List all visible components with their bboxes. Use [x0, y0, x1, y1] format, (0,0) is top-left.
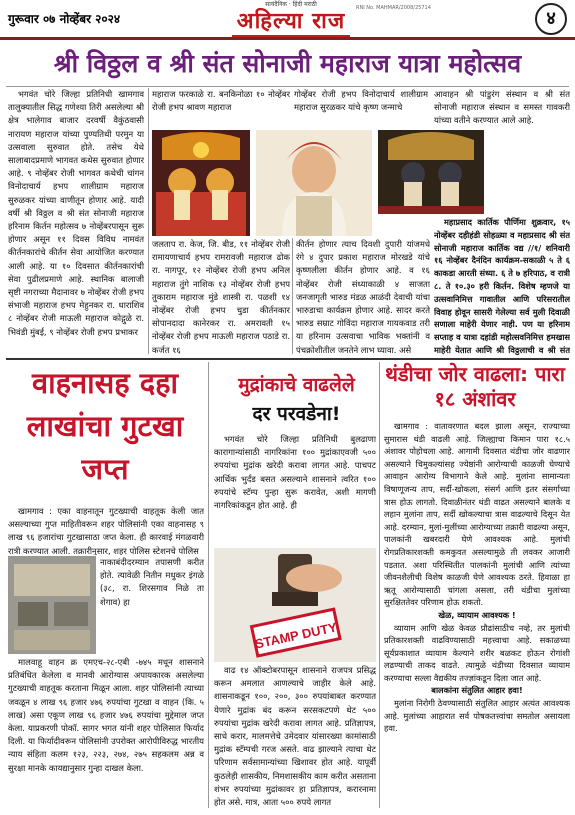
masthead-logo [232, 1, 350, 37]
cold-subhead-diet: बालकांना संतुलित आहार हवा! [431, 685, 523, 696]
masthead-tagline: सायंदैनिक · हिंदी मराठी [265, 1, 317, 8]
stamp-headline-line1: मुद्रांकाचे वाढलेले [238, 374, 355, 396]
section-divider [6, 358, 569, 360]
main-story-col3: कीर्तन होणार त्याच दिवशी दुपारी यांजमधे रंगे ४ दुपार प्रकाश महाराज मोरखडे यांचे कृष्णलीला कीर्तन होणार आहे. व १६ नोव्हेंबर रोजी संध्याकाळी ४ साजता जनजागृती भारुड मंडळ आळंदी देवाची यांचा भारुडाचा कार्यक्रम होणार आहे. सादर करते भारुड सम्राट गोविंदा महाराज गायकवाड तरी या हरिनाम उत्सवाचा भाविक भक्तांनी व पंचक्रोशीतील जनतेने लाभ घ्यावा. असे [296, 239, 430, 354]
idols-photo-icon [378, 130, 484, 214]
column-divider [379, 362, 380, 808]
page-number: ४ [535, 3, 567, 35]
cold-subhead-exercise: खेळ, व्यायाम आवश्यक ! [438, 609, 516, 620]
stamp-headline-line2: दर परवडेना! [252, 403, 341, 425]
saint-portrait-icon [256, 130, 372, 236]
column-divider [148, 88, 149, 354]
stamp-story-body2: वाढ १४ ऑक्टोबरपासून शासनाने राजपत्र प्रसिद्ध करून अमलात आणल्याचे जाहीर केले आहे. शासनाकडून १००, २००, ३०० रुपयांबाबत करण्यात येणारे मुद्रांक बंद करून सरसकटपणे थेट ५०० रुपयांचा मुद्रांक खरेदी करावा लागत आहे. प्रतिज्ञापत्र, साधे करार, मालमत्तेचे उमेदवार यांसारख्या कामांसाठी मुद्रांक स्टॅम्पची गरज असते. वाढ झाल्याने त्याचा थेट परिणाम सर्वसामान्यांच्या खिशावर होत आहे. यापूर्वी कुठलेही शासकीय, निमशासकीय काम करीत असताना शंभर रुपयांच्या मुद्रांकावर हा प्रतिज्ञापत्र, करारनामा होत असे. मात्र, आता ५०० रुपये लागत [214, 665, 376, 808]
cold-story-body: खामगाव : वातावरणात बदल झाला असून, राज्याच्या सुमारास थंडी वाढली आहे. जिल्ह्याचा किमान पारा १८.५ अंशावर पोहोचला आहे. आगामी दिवसात थंडीचा जोर वाढणार असल्याने चिमुकल्यांसह ज्येष्ठांनी आरोग्याची काळजी घेण्याचे आवाहन आरोग्य विभागाने केले आहे. मुलांना सामान्यतः विषाणूजन्य ताप, सर्दी-खोकला, संसर्ग आणि इतर संसर्गाच्या त्रास होऊ लागतो. दिवाळीनंतर थंडी वाढत असल्याने बालके व लहान मुलांना ताप, सर्दी खोकल्याचा त्रास वाढल्याचे दिसून येत आहे. दरम्यान, मुलां-मुलींच्या आरोग्याच्या तक्रारी वाढल्या असून, पालकांनी खबरदारी घेणे आवश्यक आहे. मुलांची रोगप्रतिकारशक्ती कमकुवत असल्यामुळे ती लवकर आजारी पडतात. अशा परिस्थितीत पालकांनी मुलांची आणि त्यांच्या जीवनशैलीची विशेष काळजी घेणे आवश्यक ठरते. हिवाळा हा ऋतू आरोग्यासाठी चांगला असला, तरी थंडीचा मुलांच्या सुरक्षिततेवर परिणाम होऊ शकतो. खेळ, व्यायाम आवश्यक ! व्यायाम आणि खेळ केवळ प्रौढांसाठीच नव्हे, तर मुलांची प्रतिकारशक्ती वाढविण्यासाठी महत्त्वाचा आहे. सकाळच्या सूर्यप्रकाशात व्यायाम केल्याने शरीर बळकट होऊन रोगांशी लढण्याची ताकद वाढते. त्यामुळे थंडीच्या दिवसात व्यायाम करण्याचा सल्ला वैद्यकीय तज्ज्ञांकडून दिला जात आहे. बालकांना संतुलित आहार हवा! मुलांना निरोगी ठेवण्यासाठी संतुलित आहार अत्यंत आवश्यक आहे. मुलांच्या आहारात सर्व पोषकतत्त्वांचा समतोल असायला हवा. [384, 421, 570, 734]
truck-story-body-narrow: नाकाबंदीदरम्यान तपासणी करीत होते. त्यावेळी नितीन मधुकर इंगळे (३८, रा. शिरसगाव निळे ता शेगाव) हा [100, 557, 204, 607]
truck-story-headline: वाहनासह दहा लाखांचा गुटखा जप्त [26, 366, 184, 486]
column-divider [292, 238, 293, 354]
masthead-name: अहिल्या राज [236, 9, 346, 34]
gutkha-photo-icon [8, 556, 96, 654]
main-story-col3-top: गोव्हेंबर रोजी हभप विनोदाचार्य शालीग्राम महाराज सुरळकर यांचे कृष्ण जन्माचे [294, 89, 428, 113]
page-header [0, 0, 575, 40]
main-headline: श्री विठ्ठल व श्री संत सोनाजी महाराज यात्रा महोत्सव [53, 49, 522, 78]
main-story-col1: भगवंत चोरे जिल्हा प्रतिनिधी खामगाव तालुक्यातील सिद्ध गणेश्या तिरी असलेल्या श्री क्षेत्र भालेगाव बाजार दरवर्षी वैकुंठवासी नारायण महाराज यांच्या पुण्यतिथी परमुन या उत्सवाला सुरुवात होते. तसेच येथे सालाबादप्रमाणे भागवत कथेस सुरुवात होणार आहे. ९ नोव्हेंबर रोजी भागवत कथेची चांगन विनोदाचार्य हभप शालीग्राम महाराज सुरुळकर यांच्या वाणीतून होणार आहे. यादी वर्षी श्री विठ्ठल व श्री संत सोनाजी महाराज हरिनाम किर्तन महोत्सव ७ नोव्हेंबरपासून सुरू होणार असून ११ दिवस विविध नामवंत कीर्तनकारांचे कीर्तन सेवा आयोजित करण्यात आली आहे. या १० दिवसात कीर्तनकारांची सेवा पुढीलप्रमाणे आहे. स्थानिक बालाजी सृष्टी नगराच्या मैदानावर ७ नोव्हेंबर रोजी हभप संभाजी महाराज हभप मेहुनकर रा. धाराशिव ८ नोव्हेंबर रोजी माऊली महाराज कोद्गुळे रा. भिवंडी मुंबई, ९ नोव्हेंबर रोजी हभप प्रभाकर [8, 89, 144, 337]
column-divider [208, 362, 209, 808]
cold-story-headline: थंडीचा जोर वाढला: पारा १८ अंशांवर [385, 362, 565, 411]
registration-number: RNI No. MAHMAR/2008/25714 [356, 5, 431, 11]
deity-photo-icon [152, 130, 250, 236]
main-story-col4-top: आवाहन श्री पांडुरंग संस्थान व श्री संत सोनाजी महाराज संस्थान व समस्त गावकरी यांच्या वतीने करण्यात आले आहे. [434, 89, 570, 126]
main-story-col2-top: महाराज फरकाळे रा. बनकिनोळा १० नोव्हेंबर रोजी हभप श्रावण महाराज [152, 89, 290, 113]
stamp-duty-label: STAMP DUTY [253, 619, 339, 652]
issue-date: गुरूवार ०७ नोव्हेंबर २०२४ [8, 12, 121, 26]
headline-divider [6, 86, 569, 87]
stamp-duty-photo-icon [214, 548, 376, 662]
truck-story-body2: मालवाहू वाहन क्र एमएच-२८-एबी -७४५ मधून शासनाने प्रतिबंधित केलेला व मानवी आरोग्यास अपायकारक असलेल्या गुटख्याची वाहतूक करताना मिळून आला. शहर पोलिसांनी त्याच्या जवळून ४ लाख ९६ हजार ४७६ रुपयांचा गुटखा व वाहन (कि. ५ लाख) असा एकूण लाख ९६ हजार ४७६ रुपयांचा मुद्देमाल जप्त केला. याप्रकरणी पोकॉ. सागर भगत यांनी शहर पोलिसात फिर्याद दिली. या फिर्यादीवरून पोलिसांनी उपरोक्त आरोपीविरुद्ध भारतीय न्याय संहिता कलम १२३, २२३, २७४, २७५ सहकलम अन्न व सुरक्षा मानके कायद्यानुसार गुन्हा दाखल केला. [8, 657, 204, 773]
truck-story-body1: खामगाव : एका वाहनातून गुटख्याची वाहतूक केली जात असल्याच्या गुप्त माहितीवरून शहर पोलिसांनी एका वाहनासह ९ लाख ९६ हजारांचा गुटखासाठा जप्त केला. ही कारवाई मंगळवारी रात्री करण्यात आली. तक्रारीनुसार, शहर पोलिस स्टेशनचे पोलिस [8, 506, 204, 555]
stamp-story-body1: भगवंत चोरे जिल्हा प्रतिनिधी बुलढाणा कारागान्यांसाठी नागरिकांना १०० मुद्रांकाएवजी ५०० रुपयांचा मुद्रांक खरेदी करावा लागत आहे. पाचपट आर्थिक भुर्दंड बसत असल्याने शासनाने त्वरित १०० रुपयांचे स्टॅम्प पुन्हा सुरू करावेत, अशी मागणी नागरिकांकडून होत आहे. ही [214, 434, 376, 511]
main-story-col4: महाप्रसाद कार्तिक पौर्णिमा शुक्रवार, १५ नोव्हेंबर दहीहंडी सोहळ्या व महाप्रसाद श्री संत सोनाजी महाराज कार्तिक वद्य //१/ शनिवारी १६ नोव्हेंबर दैनंदिन कार्यक्रम-सकाळी ५ ते ६ काकडा आरती संध्या. ६ ते ७ हरिपाठ, व रात्री ८. ते १०.३० हरी किर्तन. विशेष म्हणजे या उत्सवानिमित्त गावातील आणि परिसरातील विवाह होवून सासरी गेलेल्या सर्व मुली दिवाळी सणाला माहेरी येणार नाही. पण या हरिनाम सप्ताह व यात्रा दहांडी महोत्सवनिमित्त हमखास माहेरी येतात आणि श्री विठ्ठलाची व श्री संत [434, 217, 570, 355]
main-story-col2: जलताप रा. केज, जि. बीड, ११ नोव्हेंबर रोजी रामायणाचार्य हभप रामरावजी महाराज ढोक रा. नागपूर, १२ नोव्हेंबर रोजी हभप अनिल महाराज तुंगे नाशिक १३ नोव्हेंबर रोजी हभप तुकाराम महाराज मुंडे शास्त्री रा. पळशी १४ नोव्हेंबर रोजी हभप चुडा कीर्तनकार सोपानदादा कानेरकर रा. अमरावती १५ नोव्हेंबर रोजी हभप माऊली महाराज पठाडे रा. कर्जत १६ [152, 239, 290, 354]
stamp-story-headline [214, 371, 379, 429]
